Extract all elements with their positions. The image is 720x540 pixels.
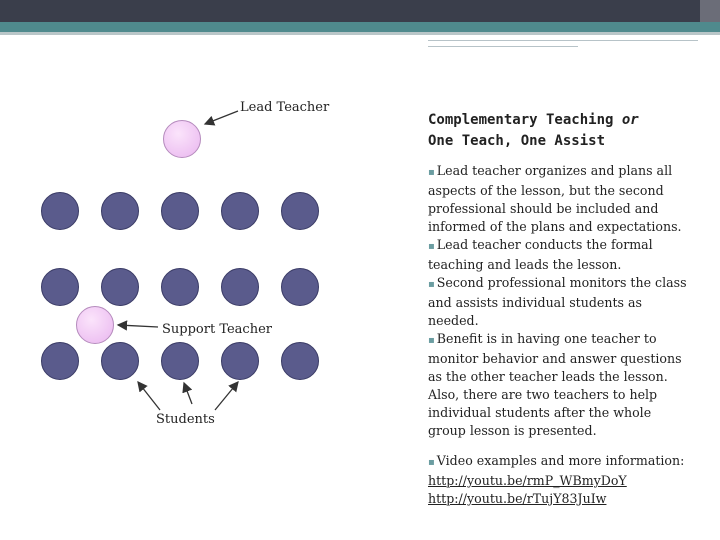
bullet-item	[428, 274, 690, 330]
bullet-text: Lead teacher conducts the formal teaching and leads the lesson.	[428, 237, 653, 272]
bullet-text: Second professional monitors the class and assists individual students as needed.	[428, 275, 687, 328]
support-teacher-arrow	[118, 325, 158, 327]
bullet-icon: ▪	[428, 241, 435, 252]
video-intro: Video examples and more information:	[436, 453, 685, 468]
bullet-icon: ▪	[428, 167, 435, 178]
students-label: Students	[156, 412, 215, 427]
video-item	[428, 452, 690, 472]
support-teacher-label: Support Teacher	[162, 322, 272, 337]
bullet-text: Benefit is in having one teacher to monitor behavior and answer questions as the other teacher leads the lesson. Also, there are two teachers to help individual students after the whole group lesson is presented.	[428, 331, 682, 438]
title-or: or	[621, 112, 639, 128]
bullet-item	[428, 162, 690, 236]
video-link-2[interactable]: http://youtu.be/rTujY83JuIw	[428, 491, 607, 506]
title-part2: One Teach, One Assist	[428, 133, 606, 149]
lead-teacher-arrow	[205, 111, 238, 124]
bullet-item	[428, 330, 690, 440]
bullet-item	[428, 236, 690, 274]
bullet-icon: ▪	[428, 335, 435, 346]
slide-body	[428, 162, 690, 508]
students-arrow	[215, 382, 238, 410]
students-arrow	[184, 383, 192, 404]
bullet-icon: ▪	[428, 279, 435, 290]
slide-title	[428, 110, 639, 152]
bullet-text: Lead teacher organizes and plans all aspects of the lesson, but the second professional should be included and informed of the plans and expectations.	[428, 163, 682, 234]
students-arrow	[138, 382, 160, 410]
lead-teacher-label: Lead Teacher	[240, 100, 330, 115]
bullet-icon: ▪	[428, 457, 435, 468]
video-link-1[interactable]: http://youtu.be/rmP_WBmyDoY	[428, 473, 627, 488]
title-part1: Complementary Teaching	[428, 112, 614, 128]
